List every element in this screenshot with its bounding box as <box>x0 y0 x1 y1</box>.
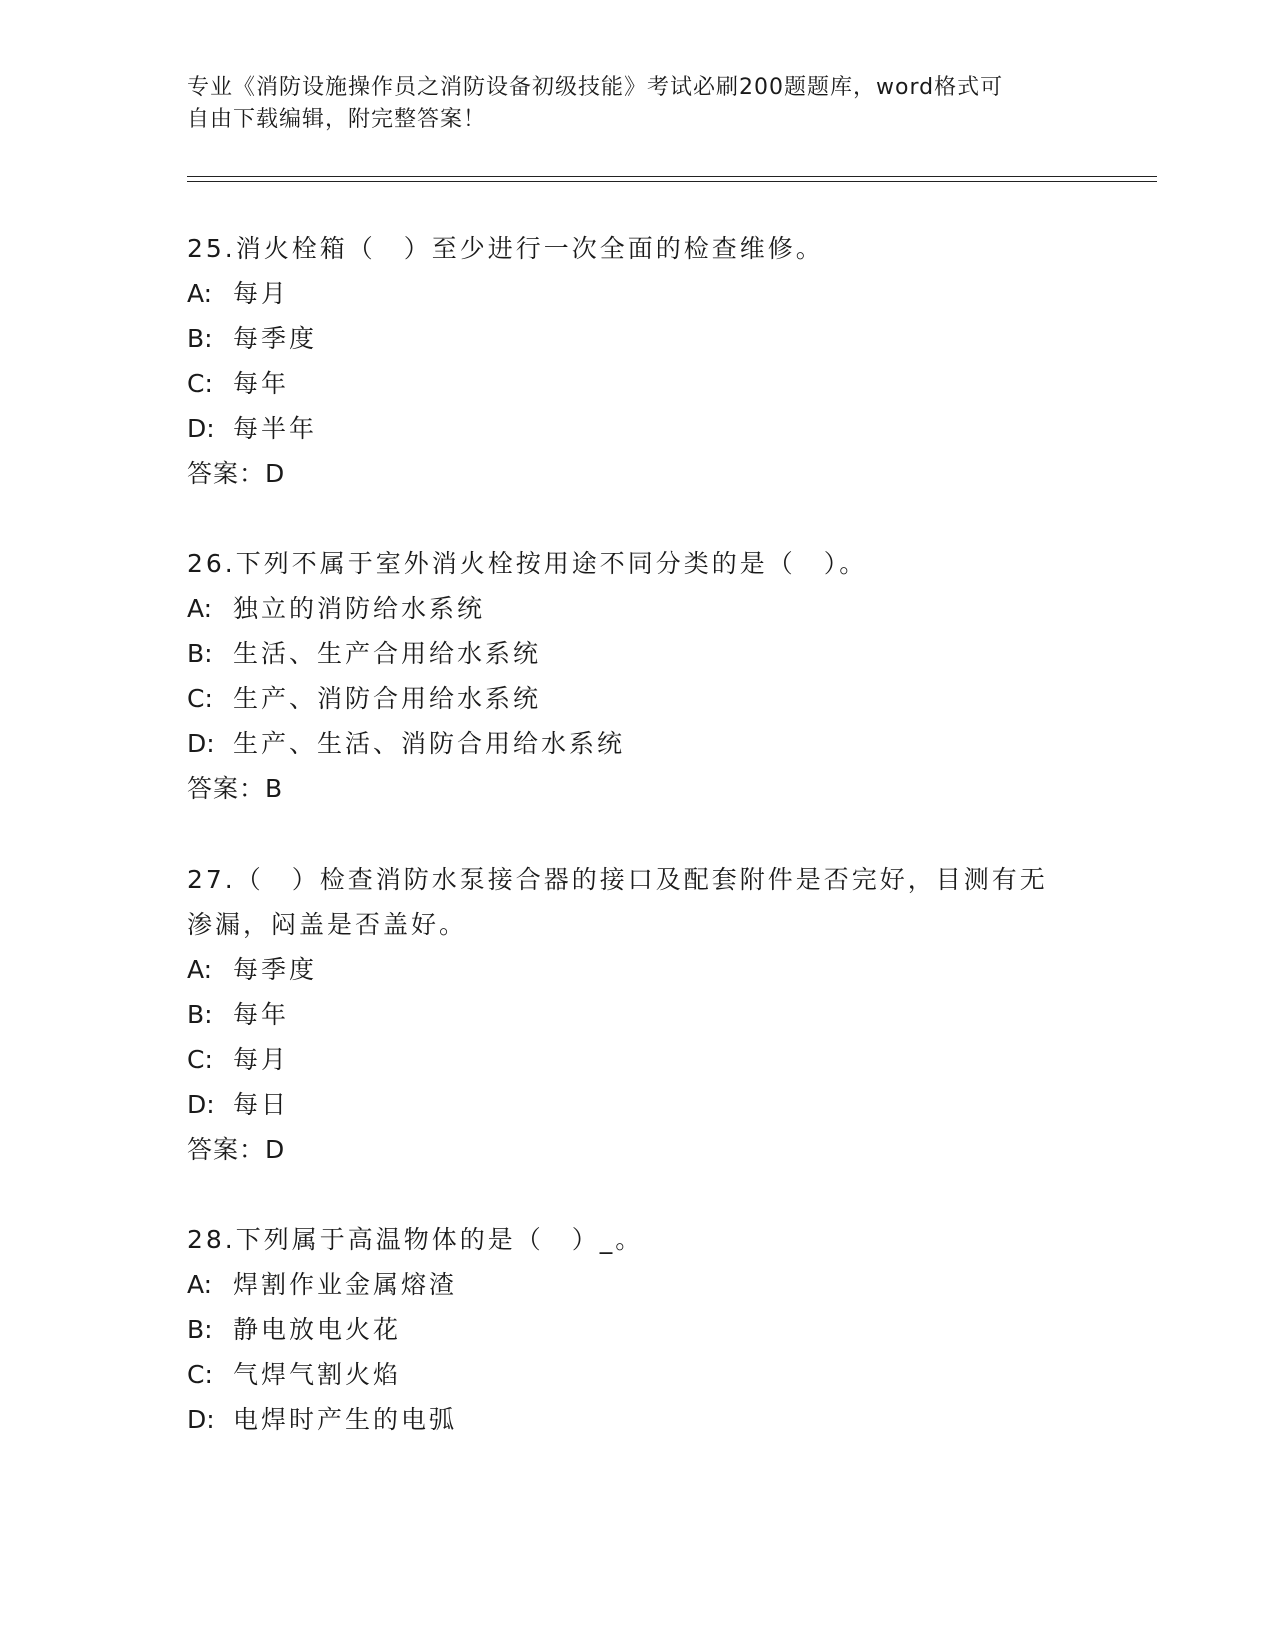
option-text: 生活、生产合用给水系统 <box>233 639 542 668</box>
document-intro: 专业《消防设施操作员之消防设备初级技能》考试必刷200题题库，word格式可 自由下载编辑，附完整答案！ <box>187 75 1004 132</box>
option-text: 每日 <box>233 1090 290 1119</box>
option-letter: B: <box>187 324 213 353</box>
answer-line: 答案：B <box>187 774 284 803</box>
option-letter: C: <box>187 684 213 713</box>
answer-line: 答案：D <box>187 459 286 488</box>
header-rule-bottom <box>187 181 1157 182</box>
question-25 <box>187 226 1087 496</box>
option-text: 每月 <box>233 1045 290 1074</box>
option-letter: D: <box>187 414 215 443</box>
header-rule-top <box>187 176 1157 177</box>
option-text: 每季度 <box>233 324 318 353</box>
option-letter: A: <box>187 955 213 984</box>
option-c <box>187 1352 1087 1397</box>
question-stem: 25.消火栓箱（ ）至少进行一次全面的检查维修。 <box>187 234 824 263</box>
option-letter: C: <box>187 369 213 398</box>
question-26 <box>187 541 1087 811</box>
option-text: 每年 <box>233 369 290 398</box>
option-text: 生产、生活、消防合用给水系统 <box>233 729 626 758</box>
option-letter: D: <box>187 1090 215 1119</box>
option-d <box>187 1082 1087 1127</box>
question-stem: 26.下列不属于室外消火栓按用途不同分类的是（ ）。 <box>187 549 868 578</box>
option-text: 每月 <box>233 279 290 308</box>
answer-line: 答案：D <box>187 1135 286 1164</box>
option-text: 每半年 <box>233 414 318 443</box>
option-letter: B: <box>187 639 213 668</box>
option-c <box>187 676 1087 721</box>
option-b <box>187 1307 1087 1352</box>
option-a <box>187 1262 1087 1307</box>
option-b <box>187 631 1087 676</box>
option-letter: C: <box>187 1045 213 1074</box>
option-text: 静电放电火花 <box>233 1315 402 1344</box>
option-text: 每年 <box>233 1000 290 1029</box>
option-a <box>187 947 1087 992</box>
option-letter: C: <box>187 1360 213 1389</box>
option-letter: B: <box>187 1000 213 1029</box>
question-stem: 27.（ ）检查消防水泵接合器的接口及配套附件是否完好，目测有无渗漏，闷盖是否盖好。 <box>187 865 1048 939</box>
question-28 <box>187 1217 1087 1442</box>
option-d <box>187 406 1087 451</box>
question-27 <box>187 857 1087 1172</box>
option-letter: A: <box>187 594 213 623</box>
option-text: 电焊时产生的电弧 <box>233 1405 458 1434</box>
option-b <box>187 992 1087 1037</box>
option-letter: B: <box>187 1315 213 1344</box>
option-text: 独立的消防给水系统 <box>233 594 486 623</box>
option-letter: A: <box>187 279 213 308</box>
option-letter: D: <box>187 729 215 758</box>
option-text: 每季度 <box>233 955 318 984</box>
option-a <box>187 586 1087 631</box>
option-c <box>187 361 1087 406</box>
option-text: 生产、消防合用给水系统 <box>233 684 542 713</box>
option-c <box>187 1037 1087 1082</box>
option-d <box>187 1397 1087 1442</box>
question-stem: 28.下列属于高温物体的是（ ）_。 <box>187 1225 644 1254</box>
option-letter: D: <box>187 1405 215 1434</box>
option-a <box>187 271 1087 316</box>
option-text: 焊割作业金属熔渣 <box>233 1270 458 1299</box>
option-d <box>187 721 1087 766</box>
option-b <box>187 316 1087 361</box>
option-text: 气焊气割火焰 <box>233 1360 402 1389</box>
option-letter: A: <box>187 1270 213 1299</box>
